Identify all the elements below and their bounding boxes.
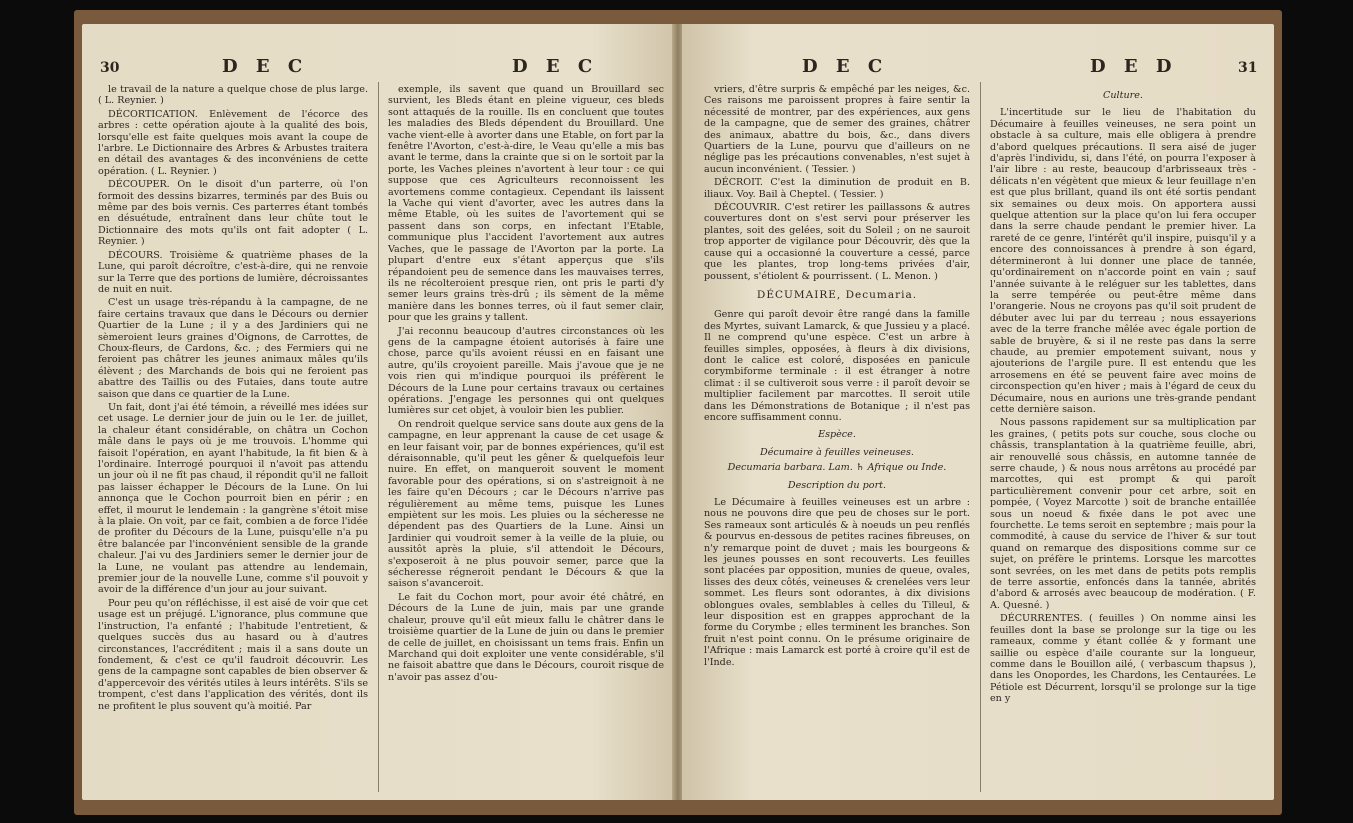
paragraph: Un fait, dont j'ai été témoin, a réveillé mes idées sur cet usage. Le dernier jour de juin ou le 1er. de juillet, la chaleur étant considérable, on châtra un Cochon mâle dans le pays où je me trouvois. L'homme qui faisoit l'opération, en ayant l'habitude, la fit bien & à l'ordinaire. Interrogé pourquoi il n'avoit pas attendu un jour où il ne fît pas chaud, il répondit qu'il ne falloit pas laisser échapper le Décours de la Lune. On lui annonça que le Cochon pourroit bien en périr ; en effet, il mourut le lendemain : la gangrène s'étoit mise à la plaie. On voit, par ce fait, combien a de force l'idée de profiter du Décours de la Lune, puisqu'elle n'a pu être balancée par l'inconvénient sensible de la grande chaleur. J'ai vu des Jardiniers semer le dernier jour de la Lune, ne voulant pas attendre au lendemain, premier jour de la nouvelle Lune, comme s'il pouvoit y avoir de la différence d'un jour au jour suivant. [98, 401, 368, 596]
column-rule [378, 82, 379, 792]
paragraph: DÉCOUVRIR. C'est retirer les paillassons & autres couvertures dont on s'est servi pour préserver les plantes, soit des gelées, soit du Soleil ; on ne sauroit trop apporter de vigilance pour Découvrir, dès que la cause qui a occasionné la couverture a cessé, parce que les plantes, trop long-tems privées d'air, poussent, s'étiolent & pourrissent. ( L. Menon. ) [704, 202, 970, 282]
page-number: 31 [1238, 60, 1258, 76]
page-number: 30 [100, 60, 120, 76]
paragraph: DÉCOURS. Troisième & quatrième phases de la Lune, qui paroît décroître, c'est-à-dire, qui ne renvoie sur la Terre que des portions de lumière, décroissantes de nuit en nuit. [98, 249, 368, 295]
text-column [98, 84, 368, 789]
paragraph: Le fait du Cochon mort, pour avoir été châtré, en Décours de la Lune de juin, mais par une grande chaleur, prouve qu'il eût mieux fallu le châtrer dans le troisième quartier de la Lune de juin ou dans le premier de celle de juillet, en choisissant un tems frais. Enfin un Marchand qui doit exploiter une vente considérable, s'il ne faisoit abattre que dans le Décours, couroit risque de n'avoir pas assez d'ou- [388, 591, 664, 683]
paragraph: C'est un usage très-répandu à la campagne, de ne faire certains travaux que dans le Décours ou dernier Quartier de la Lune ; il y a des Jardiniers qui ne sèmeroient leurs graines d'Oignons, de Carrottes, de Choux-fleurs, de Cardons, &c. ; des Fermiers qui ne feroient pas châtrer les jeunes animaux mâles qu'ils élèvent ; des Marchands de bois qui ne feroient pas abattre des Taillis ou des Futaies, dans toute autre saison que dans ce quartier de la Lune. [98, 297, 368, 400]
paragraph: On rendroit quelque service sans doute aux gens de la campagne, en leur apprenant la cause de cet usage & en leur faisant voir, par de bonnes expériences, qu'il est déraisonnable, qu'il peut les gêner & quelquefois leur nuire. En effet, on manqueroit souvent le moment favorable pour des opérations, si on s'astreignoit à ne les faire qu'en Décours ; car le Décours n'arrive pas régulièrement au même tems, puisque les Lunes empiètent sur les mois. Les pluies ou la sécheresse ne dépendent pas des Quartiers de la Lune. Ainsi un Jardinier qui voudroit semer à la veille de la pluie, ou aussitôt après la pluie, s'il attendoit le Décours, s'exposeroit à ne plus pouvoir semer, parce que la sécheresse régneroit pendant le Décours & que la saison s'avanceroit. [388, 418, 664, 590]
paragraph: DÉCURRENTES. ( feuilles ) On nomme ainsi les feuilles dont la base se prolonge sur la tige ou les rameaux, comme y étant collée & y formant une saillie ou espèce d'aile courante sur la longueur, comme dans le Bouillon ailé, ( verbascum thapsus ), dans les Onopordes, les Chardons, les Centaurées. Le Pétiole est Décurrent, lorsqu'il se prolonge sur la tige en y [990, 613, 1256, 705]
paragraph: L'incertitude sur le lieu de l'habitation du Décumaire à feuilles veineuses, ne sera point un obstacle à sa culture, mais elle obligera à prendre d'abord quelques précautions. Il sera aisé de juger d'après l'individu, si, dans l'été, on pourra l'exposer à l'air libre : au reste, beaucoup d'arbrisseaux très - délicats n'en végètent que mieux & leur feuillage n'en est que plus brillant, quand ils ont été sortis pendant six semaines ou deux mois. On apportera aussi quelque attention sur la place qu'on lui fera occuper dans la serre chaude pendant le premier hiver. La rareté de ce genre, l'intérêt qu'il inspire, puisqu'il y a encore des connoissances à prendre à son égard, détermineront à lui donner une place de tannée, qu'ordinairement on n'accorde point en vain ; sauf l'année suivante à le reléguer sur les tablettes, dans la serre tempérée ou peut-être même dans l'orangerie. Nous ne croyons pas qu'il soit prudent de débuter avec lui par du terreau ; nous essayerions avec de la terre franche mêlée avec égale portion de sable de bruyère, & si il ne reste pas dans la serre chaude, au premier empotement suivant, nous y ajouterions de l'argile pure. Il est entendu que les arrosemens en été se peuvent faire avec moins de circonspection qu'en hiver ; mais à l'égard de ceux du Décumaire, nous en aurions une très-grande pendant cette dernière saison. [990, 107, 1256, 415]
running-header: D E D [1090, 56, 1178, 77]
paragraph: Pour peu qu'on réfléchisse, il est aisé de voir que cet usage est un préjugé. L'ignorance, plus commune que l'instruction, l'a enfanté ; l'habitude l'entretient, & quelques succès dus au hasard ou à d'autres circonstances, l'accréditent ; mais il a sans doute un fondement, & c'est ce qu'il faudroit découvrir. Les gens de la campagne sont capables de bien observer & d'appercevoir des vérités utiles à leurs intérêts. S'ils se trompent, c'est dans l'application des vérités, dont ils ne profitent le plus souvent qu'à moitié. Par [98, 597, 368, 712]
left-page [82, 24, 680, 800]
running-header: D E C [512, 56, 599, 77]
paragraph: DÉCUMAIRE, Decumaria. [756, 288, 918, 301]
paragraph: DÉCOUPER. On le disoit d'un parterre, où l'on formoit des dessins bizarres, terminés par des Buis ou même par des bois vernis. Ces parterres étant tombés en désuétude, entraînent dans leur chûte tout le Dictionnaire des mots qu'ils ont fait adopter ( L. Reynier. ) [98, 179, 368, 248]
paragraph: Nous passons rapidement sur sa multiplication par les graines, ( petits pots sur couche, sous cloche ou châssis, transplantation à la quatrième feuille, abri, air renouvellé sous châssis, en automne tannée de serre chaude, ) & nous nous arrêtons au procédé par marcottes, qui est prompt & qui paroît particulièrement convenir pour cet arbre, soit en pompée, ( Voyez Marcotte ) soit de branche entaillée sous un noeud & fixée dans le pot avec une fourchette. Le tems seroit en septembre ; mais pour la commodité, à cause du service de l'hiver & sur tout quand on remarque des dispositions comme sur ce sujet, on préfère le printems. Lorsque les marcottes sont sevrées, on les met dans de petits pots remplis de terre assortie, enfoncés dans la tannée, abrités d'abord & arrosés avec beaucoup de modération. ( F. A. Quesné. ) [990, 417, 1256, 611]
text-column [990, 84, 1256, 789]
paragraph: Espèce. [818, 429, 856, 441]
text-column [388, 84, 664, 789]
paragraph: Décumaire à feuilles veineuses. [760, 446, 914, 458]
text-column [704, 84, 970, 789]
running-header: D E C [802, 56, 889, 77]
column-rule [980, 82, 981, 792]
paragraph: vriers, d'être surpris & empêché par les neiges, &c. Ces raisons me paroissent propres à faire sentir la nécessité de montrer, par des expériences, aux gens de la campagne, que de semer des graines, châtrer des animaux, abattre du bois, &c., dans divers Quartiers de la Lune, pourvu que d'ailleurs on ne néglige pas les précautions convenables, n'est sujet à aucun inconvénient. ( Tessier. ) [704, 84, 970, 175]
paragraph: Le Décumaire à feuilles veineuses est un arbre : nous ne pouvons dire que peu de choses sur le port. Ses rameaux sont articulés & à noeuds un peu renflés & pourvus en-dessous de petites racines fibreuses, on n'y remarque point de duvet ; mais les bourgeons & les jeunes pousses en sont recouverts. Les feuilles sont placées par opposition, munies de queue, ovales, lisses des deux côtés, veineuses & crenelées vers leur sommet. Les fleurs sont odorantes, à dix divisions oblongues ovales, semblables à celles du Tilleul, & leur disposition est en grappes approchant de la forme du Corymbe ; elles terminent les branches. Son fruit n'est point connu. On le présume originaire de l'Afrique : mais Lamarck est porté à croire qu'il est de l'Inde. [704, 497, 970, 668]
paragraph: exemple, ils savent que quand un Brouillard sec survient, les Bleds étant en pleine vigueur, ces bleds sont attaqués de la rouille. Ils en concluent que toutes les maladies des Bleds dépendent du Brouillard. Une vache vient-elle à avorter dans une Etable, on fort par la fenêtre l'Avorton, c'est-à-dire, le Veau qu'elle a mis bas avant le terme, dans la crainte que si on le sortoit par la porte, les Vaches pleines n'avortent à leur tour : ce qui suppose que ces Agriculteurs reconnoissent les avortemens comme contagieux. Cependant ils laissent la Vache qui vient d'avorter, avec les autres dans la même Etable, où les suites de l'avortement qui se passent dans son corps, en infectant l'Etable, communique plus l'accident l'avortement aux autres Vaches, que le passage de l'Avorton par la porte. La plupart d'entre eux s'étant apperçus que s'ils répandoient peu de semence dans les mauvaises terres, ils ne récolteroient presque rien, ont pris le parti d'y semer leurs grains très-drû ; ils sèment de la même manière dans les bonnes terres, où il faut semer clair, pour que les grains y tallent. [388, 84, 664, 324]
paragraph: Decumaria barbara. Lam. ♄ Afrique ou Inde. [727, 462, 947, 474]
right-page [682, 24, 1274, 800]
book-spread [74, 10, 1282, 815]
paragraph: Genre qui paroît devoir être rangé dans la famille des Myrtes, suivant Lamarck, & que Jussieu y a placé. Il ne comprend qu'une espèce. C'est un arbre à feuilles simples, opposées, à fleurs à dix divisions, dont le calice est coloré, disposées en panicule corymbiforme terminale : il est étranger à notre climat : il se cultiveroit sous verre : il paroît devoir se multiplier facilement par marcottes. Il seroit utile dans les Démonstrations de Botanique ; il n'est pas encore suffisamment connu. [704, 309, 970, 423]
paragraph: DÉCORTICATION. Enlèvement de l'écorce des arbres : cette opération ajoute à la qualité des bois, lorsqu'elle est faite quelques mois avant la coupe de l'arbre. Le Dictionnaire des Arbres & Arbustes traitera en détail des avantages & des inconvéniens de cette opération. ( L. Reynier. ) [98, 108, 368, 177]
paragraph: Culture. [1103, 90, 1143, 101]
running-header: D E C [222, 56, 309, 77]
paragraph: DÉCROIT. C'est la diminution de produit en B. iliaux. Voy. Bail à Cheptel. ( Tessier. ) [704, 177, 970, 200]
paragraph: le travail de la nature a quelque chose de plus large. ( L. Reynier. ) [98, 84, 368, 107]
paragraph: Description du port. [787, 479, 887, 491]
paragraph: J'ai reconnu beaucoup d'autres circonstances où les gens de la campagne étoient autorisés à faire une chose, parce qu'ils avoient réussi en en faisant une autre, qu'ils croyoient pareille. Mais j'avoue que je ne vois rien qui m'indique pourquoi ils préfèrent le Décours de la Lune pour certains travaux ou certaines opérations. J'engage les personnes qui ont quelques lumières sur cet objet, à vouloir bien les publier. [388, 325, 664, 417]
